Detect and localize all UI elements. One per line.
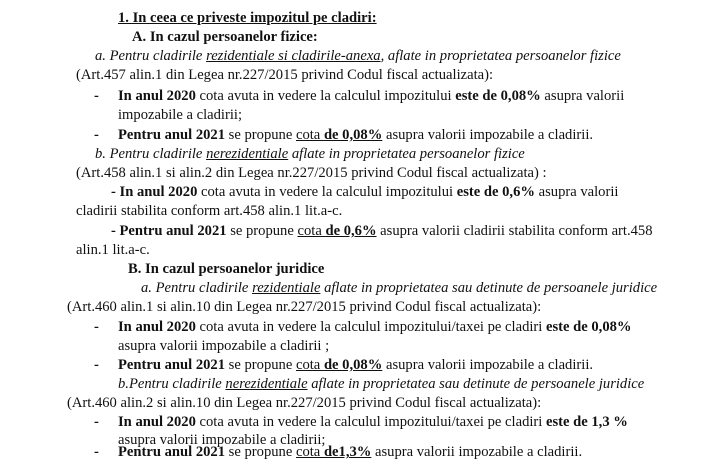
a-b-bullet-2021-cont: alin.1 lit.a-c. bbox=[76, 242, 150, 258]
bullet: - bbox=[94, 319, 99, 335]
b-b-bullet-2020-cont: asupra valorii impozabile a cladirii; bbox=[118, 432, 326, 448]
a-b-bullet-2021: - Pentru anul 2021 se propune cota de 0,6% asupra valorii cladirii stabilita conform art.458 bbox=[111, 223, 653, 239]
b-b-reference: (Art.460 alin.2 si alin.10 din Legea nr.227/2015 privind Codul fiscal actualizata): bbox=[67, 395, 542, 411]
bullet: - bbox=[94, 127, 99, 143]
b-b-title: b.Pentru cladirile nerezidentiale aflate in proprietatea sau detinute de persoanele juridice bbox=[118, 376, 645, 392]
b-b-bullet-2020: In anul 2020 cota avuta in vedere la calculul impozitului/taxei pe cladiri este de 1,3 % bbox=[118, 414, 628, 430]
bullet: - bbox=[94, 444, 99, 460]
b-a-bullet-2021: Pentru anul 2021 se propune cota de 0,08% asupra valorii impozabile a cladirii. bbox=[118, 357, 594, 373]
a-a-bullet-2021: Pentru anul 2021 se propune cota de 0,08% asupra valorii impozabile a cladirii. bbox=[118, 127, 594, 143]
a-a-bullet-2020: In anul 2020 cota avuta in vedere la calculul impozitului este de 0,08% asupra valorii bbox=[118, 88, 625, 104]
b-a-bullet-2020: In anul 2020 cota avuta in vedere la calculul impozitului/taxei pe cladiri este de 0,08% bbox=[118, 319, 632, 335]
bullet: - bbox=[94, 414, 99, 430]
subsection-a-heading: A. In cazul persoanelor fizice: bbox=[132, 29, 318, 45]
b-b-bullet-2021: Pentru anul 2021 se propune cota de1,3% asupra valorii impozabile a cladirii. bbox=[118, 444, 583, 460]
a-b-reference: (Art.458 alin.1 si alin.2 din Legea nr.227/2015 privind Codul fiscal actualizata) : bbox=[76, 165, 547, 181]
section-heading: 1. In ceea ce priveste impozitul pe cladiri: bbox=[118, 10, 377, 26]
a-a-bullet-2020-cont: impozabile a cladirii; bbox=[118, 107, 242, 123]
b-a-bullet-2020-cont: asupra valorii impozabile a cladirii ; bbox=[118, 338, 330, 354]
a-a-title: a. Pentru cladirile rezidentiale si cladirile-anexa, aflate in proprietatea persoanelor fizice bbox=[95, 48, 621, 64]
subsection-b-heading: B. In cazul persoanelor juridice bbox=[128, 261, 325, 277]
bullet: - bbox=[94, 88, 99, 104]
a-b-bullet-2020: - In anul 2020 cota avuta in vedere la calculul impozitului este de 0,6% asupra valorii bbox=[111, 184, 619, 200]
bullet: - bbox=[94, 357, 99, 373]
b-a-reference: (Art.460 alin.1 si alin.10 din Legea nr.227/2015 privind Codul fiscal actualizata): bbox=[67, 299, 542, 315]
a-a-reference: (Art.457 alin.1 din Legea nr.227/2015 privind Codul fiscal actualizata): bbox=[76, 67, 494, 83]
b-a-title: a. Pentru cladirile rezidentiale aflate in proprietatea sau detinute de persoanele juridice bbox=[141, 280, 658, 296]
a-b-bullet-2020-cont: cladirii stabilita conform art.458 alin.1 lit.a-c. bbox=[76, 203, 343, 219]
a-b-title: b. Pentru cladirile nerezidentiale aflate in proprietatea persoanelor fizice bbox=[95, 146, 525, 162]
